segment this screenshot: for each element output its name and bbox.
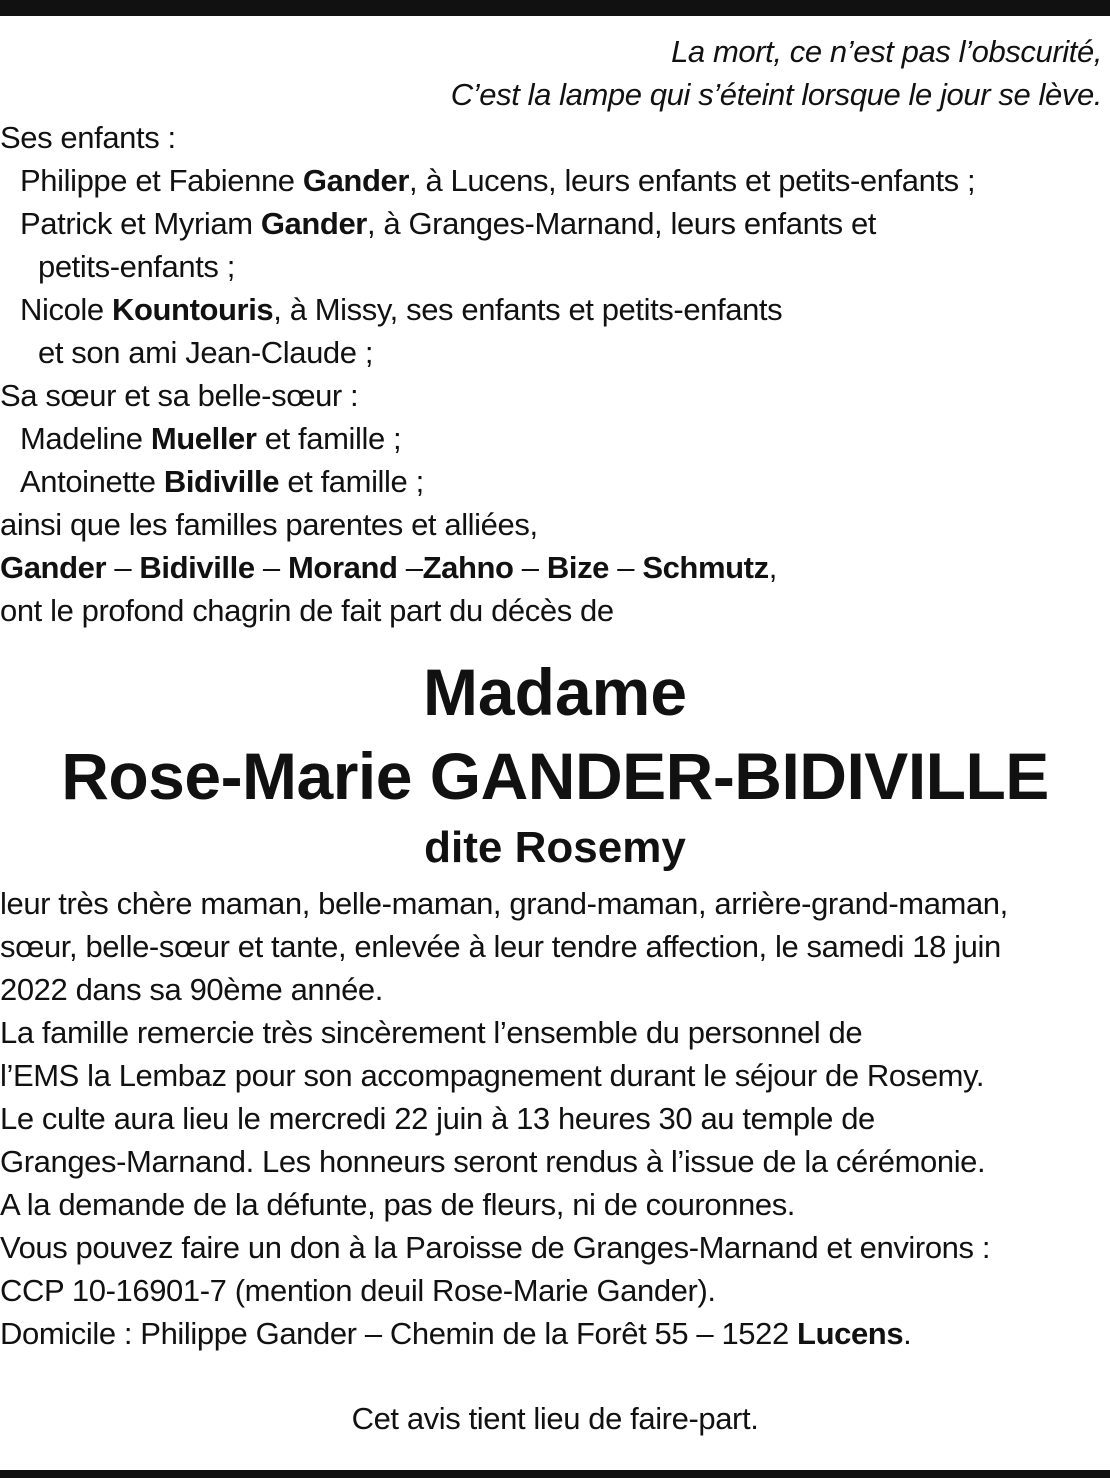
family-name: Bidiville xyxy=(139,550,255,585)
domicile-end: . xyxy=(903,1316,912,1351)
sibling-entry-2 xyxy=(0,460,1110,503)
family-name: Schmutz xyxy=(642,550,769,585)
domicile-city: Lucens xyxy=(797,1316,904,1351)
child-3-surname: Kountouris xyxy=(111,292,274,327)
sibling-2-surname: Bidiville xyxy=(163,464,280,499)
obituary-notice xyxy=(0,30,1110,1440)
body-line: CCP 10-16901-7 (mention deuil Rose-Marie Gander). xyxy=(0,1273,716,1308)
body-line: 2022 dans sa 90ème année. xyxy=(0,972,383,1007)
name-separator: – xyxy=(609,550,643,585)
child-entry-1 xyxy=(0,159,1110,202)
announcement-line: ont le profond chagrin de fait part du décès de xyxy=(0,593,614,628)
name-separator: – xyxy=(397,550,423,585)
family-list xyxy=(0,116,1110,632)
closing-note: Cet avis tient lieu de faire-part. xyxy=(351,1401,759,1436)
name-separator: – xyxy=(106,550,140,585)
notice-body xyxy=(0,882,1110,1355)
child-2-first-names: Patrick et Myriam xyxy=(20,206,261,241)
family-name: Zahno xyxy=(422,550,514,585)
domicile-line xyxy=(0,1312,1110,1355)
child-entry-3 xyxy=(0,288,1110,331)
sibling-1-surname: Mueller xyxy=(150,421,257,456)
child-1-details: , à Lucens, leurs enfants et petits-enfants ; xyxy=(409,163,976,198)
family-name: Gander xyxy=(0,550,107,585)
body-line: La famille remercie très sincèrement l’ensemble du personnel de xyxy=(0,1015,863,1050)
body-line: Le culte aura lieu le mercredi 22 juin à 13 heures 30 au temple de xyxy=(0,1101,875,1136)
epigraph-line-2: C’est la lampe qui s’éteint lorsque le jour se lève. xyxy=(450,77,1102,112)
body-line: sœur, belle-sœur et tante, enlevée à leur tendre affection, le samedi 18 juin xyxy=(0,929,1001,964)
siblings-heading: Sa sœur et sa belle-sœur : xyxy=(0,378,359,413)
child-1-first-names: Philippe et Fabienne xyxy=(20,163,303,198)
sibling-entry-1 xyxy=(0,417,1110,460)
family-names-end: , xyxy=(768,550,777,585)
deceased-nickname: dite Rosemy xyxy=(424,823,686,872)
child-1-surname: Gander xyxy=(302,163,410,198)
child-2-details: , à Granges-Marnand, leurs enfants et xyxy=(366,206,877,241)
sibling-2-first-name: Antoinette xyxy=(20,464,164,499)
child-3-details: , à Missy, ses enfants et petits-enfants xyxy=(273,292,783,327)
sibling-2-details: et famille ; xyxy=(279,464,424,499)
domicile-address: Domicile : Philippe Gander – Chemin de la Forêt 55 – 1522 xyxy=(0,1316,798,1351)
family-names-line xyxy=(0,546,1110,589)
deceased-name: Rose-Marie GANDER-BIDIVILLE xyxy=(61,739,1049,813)
body-line: l’EMS la Lembaz pour son accompagnement durant le séjour de Rosemy. xyxy=(0,1058,985,1093)
sibling-1-details: et famille ; xyxy=(256,421,402,456)
top-rule xyxy=(0,0,1110,16)
name-separator: – xyxy=(254,550,288,585)
child-3-first-names: Nicole xyxy=(20,292,112,327)
sibling-1-first-name: Madeline xyxy=(20,421,151,456)
child-entry-2-continued: petits-enfants ; xyxy=(38,249,235,284)
body-line: A la demande de la défunte, pas de fleurs, ni de couronnes. xyxy=(0,1187,796,1222)
epigraph-line-1: La mort, ce n’est pas l’obscurité, xyxy=(671,34,1102,69)
child-entry-3-continued: et son ami Jean-Claude ; xyxy=(38,335,374,370)
bottom-rule xyxy=(0,1470,1110,1478)
family-name: Bize xyxy=(546,550,610,585)
relatives-line: ainsi que les familles parentes et alliées, xyxy=(0,507,538,542)
children-heading: Ses enfants : xyxy=(0,120,176,155)
body-line: Vous pouvez faire un don à la Paroisse de Granges-Marnand et environs : xyxy=(0,1230,991,1265)
child-2-surname: Gander xyxy=(260,206,367,241)
name-separator: – xyxy=(513,550,547,585)
body-line: leur très chère maman, belle-maman, grand-maman, arrière-grand-maman, xyxy=(0,886,1008,921)
deceased-title: Madame xyxy=(422,655,688,729)
epigraph xyxy=(0,30,1110,116)
child-entry-2 xyxy=(0,202,1110,245)
body-line: Granges-Marnand. Les honneurs seront rendus à l’issue de la cérémonie. xyxy=(0,1144,986,1179)
family-name: Morand xyxy=(287,550,398,585)
